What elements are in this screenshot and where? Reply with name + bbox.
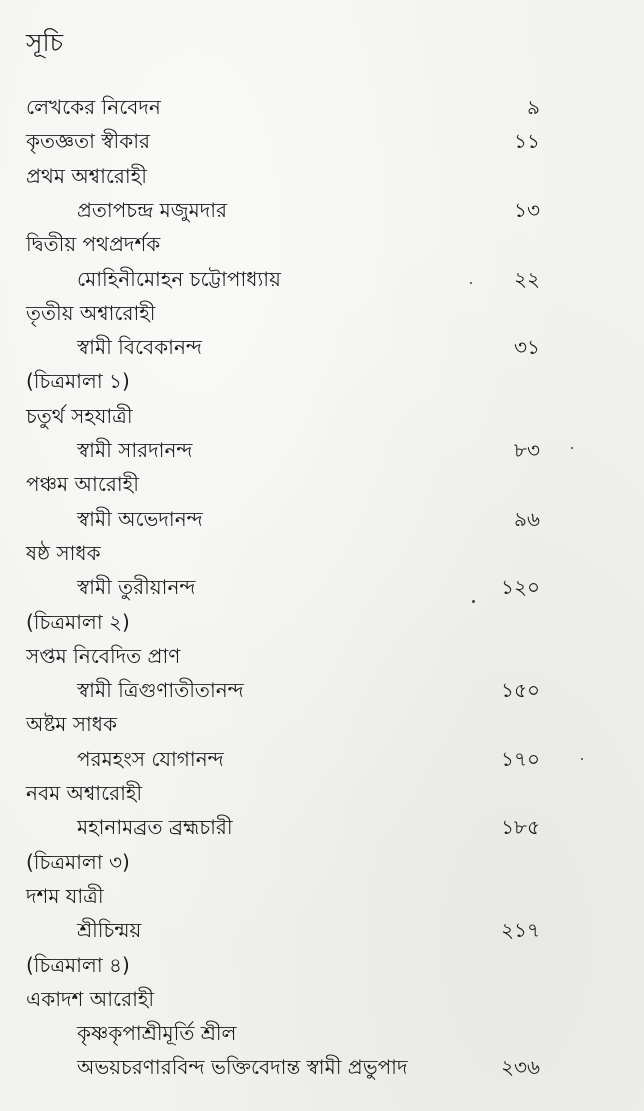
toc-entry xyxy=(0,982,644,1016)
toc-entry xyxy=(0,296,644,330)
toc-subentry-label: অভয়চরণারবিন্দ ভক্তিবেদান্ত স্বামী প্রভুপাদ xyxy=(77,1055,408,1080)
toc-page-number: ৮৩ xyxy=(514,438,540,462)
toc-entry-label: (চিত্রমালা ৪) xyxy=(26,952,130,977)
toc-page-number: ২২ xyxy=(513,266,540,291)
toc-page-number: ১৭০ xyxy=(501,746,540,771)
toc-page-number: ১৫০ xyxy=(501,678,540,703)
toc-entry-label: পঞ্চম আরোহী xyxy=(26,472,139,497)
toc-entry xyxy=(0,90,644,124)
toc-entry-label: চতুর্থ সহযাত্রী xyxy=(26,403,133,428)
toc-entry-label: প্রথম অশ্বারোহী xyxy=(26,163,147,188)
toc-subentry-label: শ্রীচিন্ময় xyxy=(77,918,142,943)
toc-subentry-label: প্রতাপচন্দ্র মজুমদার xyxy=(77,197,228,222)
toc-entry-label: লেখকের নিবেদন xyxy=(26,95,161,119)
toc-entry xyxy=(0,330,644,364)
toc-entry xyxy=(0,605,644,639)
toc-entry-label: একাদশ আরোহী xyxy=(26,986,155,1011)
toc-entry xyxy=(0,433,644,467)
print-speck xyxy=(472,600,475,603)
page-title: সূচি xyxy=(26,28,64,57)
toc-entry-label: সপ্তম নিবেদিত প্রাণ xyxy=(26,643,181,668)
toc-entry xyxy=(0,399,644,433)
toc-entry-label: (চিত্রমালা ৩) xyxy=(26,849,130,874)
toc-subentry-label: স্বামী অভেদানন্দ xyxy=(77,506,203,531)
toc-subentry-label: স্বামী ত্রিগুণাতীতানন্দ xyxy=(77,678,244,703)
toc-subentry-label: স্বামী সারদানন্দ xyxy=(77,438,193,462)
toc-entry-label: ষষ্ঠ সাধক xyxy=(26,540,101,565)
toc-page-number: ৯ xyxy=(527,95,540,119)
toc-page-number: ১৩ xyxy=(514,197,540,222)
toc-entry-label: কৃতজ্ঞতা স্বীকার xyxy=(26,129,150,154)
toc-entry xyxy=(0,159,644,193)
toc-entry xyxy=(0,742,644,776)
toc-subentry-label: মোহিনীমোহন চট্টোপাধ্যায় xyxy=(77,266,281,291)
toc-page-number: ২৩৬ xyxy=(500,1055,540,1080)
toc-entry xyxy=(0,1050,644,1084)
toc-entry xyxy=(0,570,644,604)
toc-entry-label: তৃতীয় অশ্বারোহী xyxy=(26,300,156,325)
toc-entry xyxy=(0,364,644,398)
toc-subentry-label: মহানামব্রত ব্রহ্মচারী xyxy=(77,815,233,840)
toc-entry xyxy=(0,639,644,673)
toc-entry xyxy=(0,707,644,741)
toc-entry xyxy=(0,673,644,707)
toc-entry xyxy=(0,913,644,947)
toc-entry xyxy=(0,227,644,261)
toc-entry xyxy=(0,1016,644,1050)
toc-page-number: ১৮৫ xyxy=(501,815,540,840)
toc-entry xyxy=(0,845,644,879)
toc-entry xyxy=(0,124,644,158)
toc-entry-label: (চিত্রমালা ১) xyxy=(26,369,130,394)
toc-page-number: ২১৭ xyxy=(501,918,540,943)
toc-entry xyxy=(0,879,644,913)
toc-subentry-label: স্বামী তুরীয়ানন্দ xyxy=(77,575,196,600)
toc-entry xyxy=(0,536,644,570)
toc-entry-label: অষ্টম সাধক xyxy=(26,712,117,737)
toc-entry-label: দশম যাত্রী xyxy=(26,883,104,908)
toc-entry xyxy=(0,193,644,227)
toc-entry xyxy=(0,467,644,501)
toc-subentry-label: পরমহংস যোগানন্দ xyxy=(77,746,224,771)
toc-subentry-label: কৃষ্ণকৃপাশ্রীমূর্তি শ্রীল xyxy=(77,1021,237,1046)
toc-entry xyxy=(0,262,644,296)
toc-subentry-label: স্বামী বিবেকানন্দ xyxy=(77,335,202,360)
toc-entry-label: (চিত্রমালা ২) xyxy=(26,609,130,634)
print-speck xyxy=(571,447,573,449)
toc-page-number: ৯৬ xyxy=(514,506,540,531)
toc-entry-label: দ্বিতীয় পথপ্রদর্শক xyxy=(26,232,161,257)
print-speck xyxy=(581,758,583,760)
print-speck xyxy=(470,282,472,284)
toc-entry xyxy=(0,948,644,982)
toc-entry xyxy=(0,810,644,844)
toc-entry-label: নবম অশ্বারোহী xyxy=(26,781,143,805)
toc-page-number: ৩১ xyxy=(514,335,540,360)
toc-page-number: ১২০ xyxy=(501,575,540,600)
toc-entry xyxy=(0,502,644,536)
toc-entry xyxy=(0,776,644,810)
toc-page-number: ১১ xyxy=(514,129,540,154)
